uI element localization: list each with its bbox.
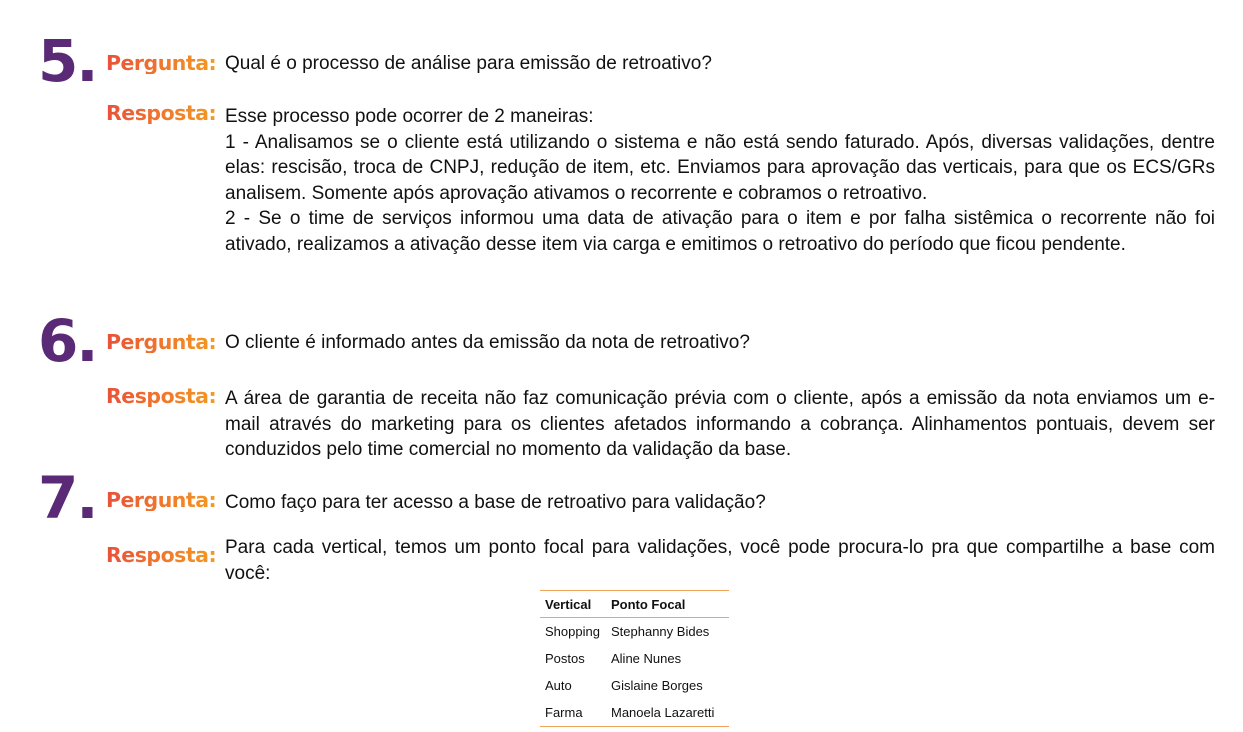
table-row	[540, 699, 729, 727]
cell-ponto-focal: Manoela Lazaretti	[606, 699, 729, 727]
cell-ponto-focal: Aline Nunes	[611, 651, 682, 666]
cell-ponto-focal: Stephanny Bides	[611, 624, 710, 639]
cell-vertical: Auto	[545, 678, 572, 693]
answer-line: 1 - Analisamos se o cliente está utilizando o sistema e não está sendo faturado. Após, diversas validações, dentre elas: rescisão, troca de CNPJ, redução de item, etc. Enviamos para aprovação das verticais, para que os ECS/GRs analisem. Somente após aprovação ativamos o recorrente e cobramos o retroativo.	[225, 131, 1215, 204]
answer-text-6	[225, 386, 1215, 463]
question-text-7: Como faço para ter acesso a base de retroativo para validação?	[225, 492, 766, 513]
answer-line: Esse processo pode ocorrer de 2 maneiras:	[225, 106, 594, 127]
table-row	[540, 618, 729, 646]
table-header-row	[540, 591, 729, 618]
cell-vertical: Shopping	[545, 624, 600, 639]
header-ponto-focal: Ponto Focal	[606, 591, 729, 618]
item-number-5: 5.	[38, 27, 97, 95]
question-label-5: Pergunta:	[106, 51, 217, 75]
table-row	[540, 645, 729, 672]
answer-label-6: Resposta:	[106, 384, 217, 408]
answer-line: 2 - Se o time de serviços informou uma data de ativação para o item e por falha sistêmica o recorrente não foi ativado, realizamos a ativação desse item via carga e emitimos o retroativo do período que ficou pendente.	[225, 208, 1215, 255]
table-row	[540, 672, 729, 699]
cell-vertical: Postos	[545, 651, 585, 666]
question-label-7: Pergunta:	[106, 488, 217, 512]
question-label-6: Pergunta:	[106, 330, 217, 354]
question-text-6: O cliente é informado antes da emissão da nota de retroativo?	[225, 332, 750, 353]
answer-line: Para cada vertical, temos um ponto focal para validações, você pode procura-lo pra que compartilhe a base com você:	[225, 537, 1215, 584]
answer-label-5: Resposta:	[106, 101, 217, 125]
item-number-6: 6.	[38, 307, 97, 375]
cell-vertical: Farma	[540, 699, 606, 727]
item-number-7: 7.	[38, 464, 97, 532]
answer-text-5	[225, 104, 1215, 257]
answer-line: A área de garantia de receita não faz comunicação prévia com o cliente, após a emissão da nota enviamos um e-mail através do marketing para os clientes afetados informando a cobrança. Alinhamentos pontuais, devem ser conduzidos pelo time comercial no momento da validação da base.	[225, 388, 1215, 460]
question-text-5: Qual é o processo de análise para emissão de retroativo?	[225, 53, 712, 74]
focal-point-table	[540, 590, 729, 727]
header-vertical: Vertical	[540, 591, 606, 618]
cell-ponto-focal: Gislaine Borges	[611, 678, 703, 693]
answer-label-7: Resposta:	[106, 543, 217, 567]
answer-text-7	[225, 535, 1215, 586]
